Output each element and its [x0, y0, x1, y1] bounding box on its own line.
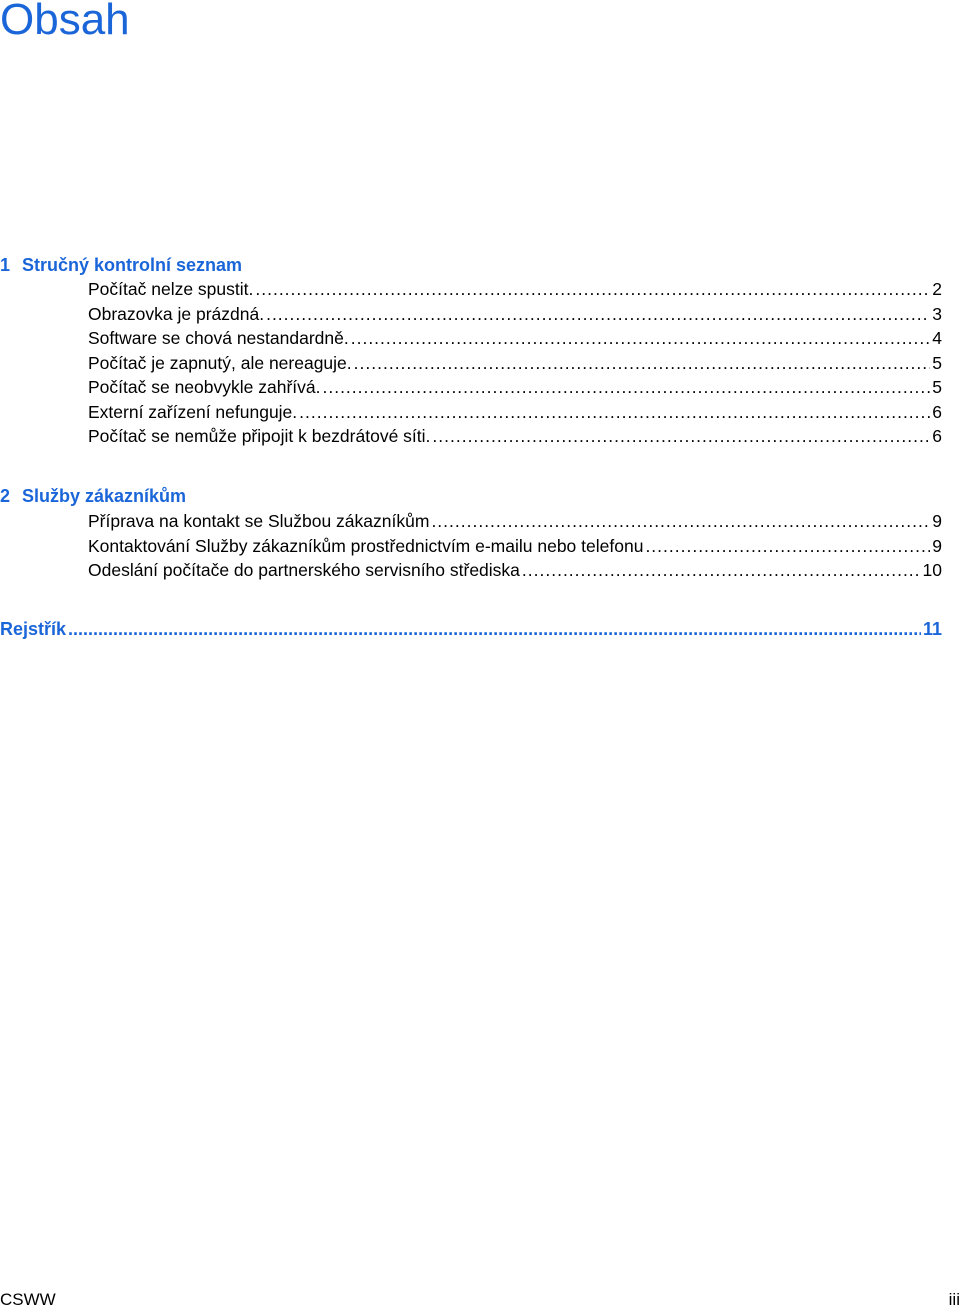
dot-leader: [522, 558, 921, 583]
dot-leader: [354, 351, 931, 376]
dot-leader: [645, 534, 930, 559]
toc-entry-text: Obrazovka je prázdná.: [88, 303, 265, 324]
dot-leader: [432, 424, 930, 449]
toc-entry-page: 3: [932, 303, 942, 324]
toc-entry-page: 6: [932, 426, 942, 446]
chapter-2-heading[interactable]: [0, 485, 186, 507]
chapter-number: 1: [0, 255, 11, 275]
toc-entry-page: 4: [932, 328, 942, 348]
toc-entry-text: Kontaktování Služby zákazníkům prostřednictvím e-mailu nebo telefonu: [88, 535, 644, 556]
toc-entry[interactable]: [88, 277, 942, 302]
toc-entry[interactable]: [88, 558, 942, 583]
chapter-title: Stručný kontrolní seznam: [22, 255, 243, 275]
toc-entry[interactable]: [88, 509, 942, 534]
dot-leader: [255, 277, 930, 302]
index-entry[interactable]: [0, 617, 942, 641]
chapter-title: Služby zákazníkům: [22, 486, 187, 506]
index-page: 11: [922, 619, 942, 639]
dot-leader: [351, 326, 931, 351]
dot-leader: [322, 375, 930, 400]
toc-entry-page: 6: [932, 401, 942, 422]
footer-left: CSWW: [0, 1290, 56, 1309]
page-title: Obsah: [0, 0, 130, 44]
chapter-1-entries: [88, 277, 942, 449]
toc-entry-page: 10: [922, 560, 942, 580]
chapter-1-heading[interactable]: [0, 254, 242, 276]
toc-entry-text: Počítač se neobvykle zahřívá.: [88, 377, 321, 397]
index-label: Rejstřík: [0, 619, 67, 639]
dot-leader: [431, 509, 930, 534]
toc-entry-page: 9: [932, 511, 942, 531]
toc-entry[interactable]: [88, 351, 942, 376]
dot-leader: [266, 302, 930, 327]
toc-entry-page: 5: [932, 377, 942, 397]
toc-entry-text: Příprava na kontakt se Službou zákazníkům: [88, 511, 430, 531]
toc-entry[interactable]: [88, 534, 942, 559]
toc-entry[interactable]: [88, 424, 942, 449]
toc-entry-text: Počítač se nemůže připojit k bezdrátové síti.: [88, 426, 431, 446]
toc-entry-page: 9: [932, 535, 942, 556]
toc-entry[interactable]: [88, 375, 942, 400]
chapter-2-entries: [88, 509, 942, 583]
toc-entry-page: 2: [932, 279, 942, 299]
toc-entry[interactable]: [88, 400, 942, 425]
dot-leader: [299, 400, 930, 425]
footer-page-number: iii: [948, 1290, 960, 1309]
toc-entry[interactable]: [88, 302, 942, 327]
chapter-number: 2: [0, 486, 11, 506]
toc-entry-text: Odeslání počítače do partnerského servisního střediska: [88, 560, 520, 580]
toc-entry-page: 5: [932, 352, 942, 373]
toc-entry-text: Počítač je zapnutý, ale nereaguje.: [88, 352, 352, 373]
toc-entry[interactable]: [88, 326, 942, 351]
dot-leader: [68, 617, 921, 641]
toc-entry-text: Počítač nelze spustit.: [88, 279, 254, 299]
toc-entry-text: Externí zařízení nefunguje.: [88, 401, 298, 422]
toc-entry-text: Software se chová nestandardně.: [88, 328, 349, 348]
